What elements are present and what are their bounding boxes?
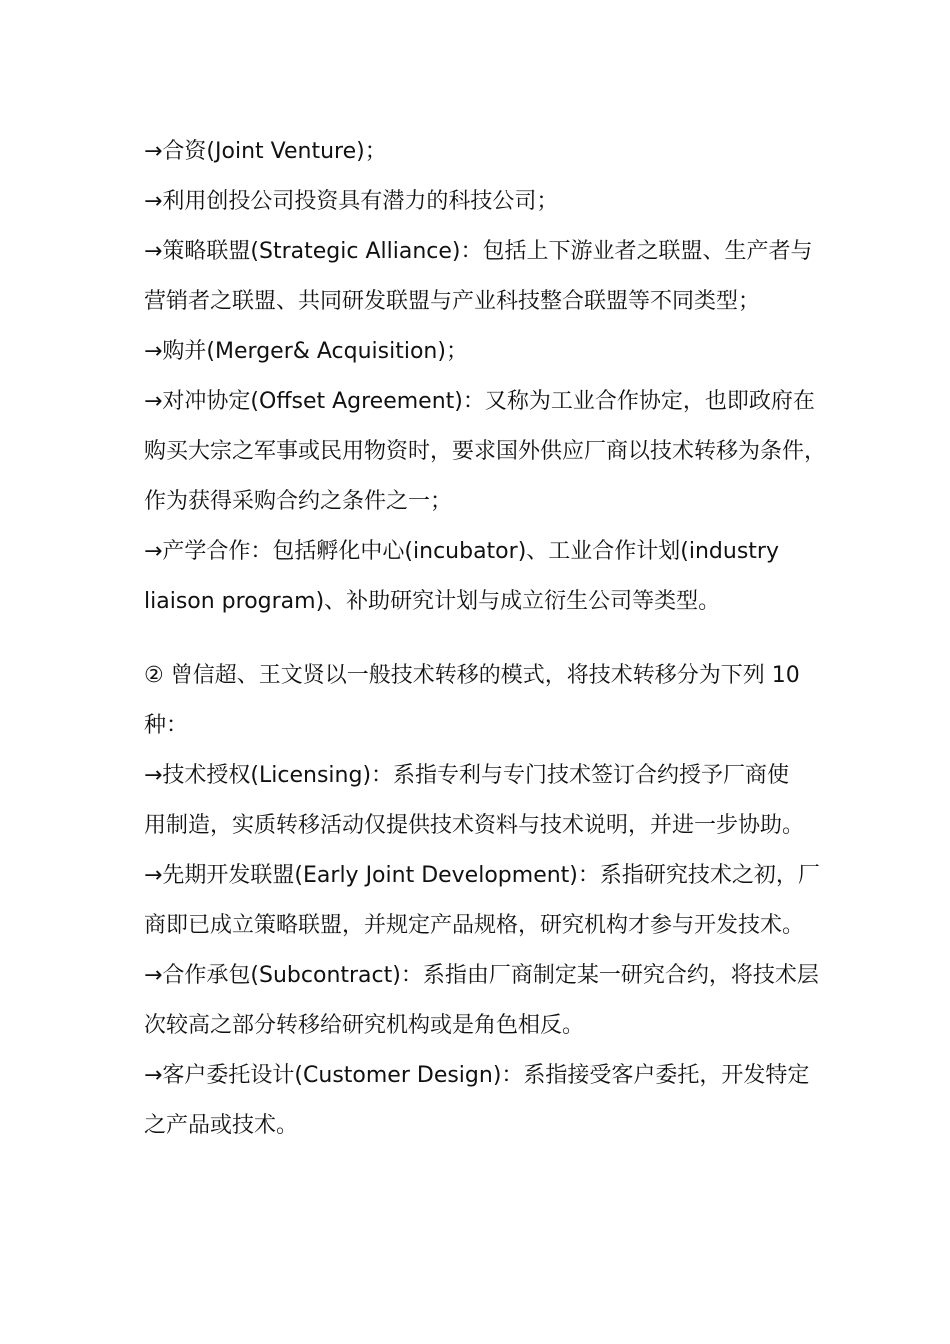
text-line-subcontract: →合作承包(Subcontract)：系指由厂商制定某一研究合约，将技术层: [144, 963, 819, 988]
text-line-offset-agreement-cont-2: 作为获得采购合约之条件之一；: [144, 489, 453, 514]
text-line-strategic-alliance: →策略联盟(Strategic Alliance)：包括上下游业者之联盟、生产者与: [144, 239, 813, 264]
text-line-strategic-alliance-cont: 营销者之联盟、共同研发联盟与产业科技整合联盟等不同类型；: [144, 289, 761, 314]
text-line-industry-academia-cont: liaison program)、补助研究计划与成立衍生公司等类型。: [144, 589, 721, 614]
text-line-offset-agreement-cont-1: 购买大宗之军事或民用物资时，要求国外供应厂商以技术转移为条件，: [144, 439, 827, 464]
text-line-licensing-cont: 用制造，实质转移活动仅提供技术资料与技术说明，并进一步协助。: [144, 813, 805, 838]
text-line-customer-design-cont: 之产品或技术。: [144, 1113, 299, 1138]
text-line-early-joint-development-cont: 商即已成立策略联盟，并规定产品规格，研究机构才参与开发技术。: [144, 913, 805, 938]
text-line-merger: →购并(Merger& Acquisition)；: [144, 339, 468, 364]
text-line-licensing: →技术授权(Licensing)：系指专利与专门技术签订合约授予厂商使: [144, 763, 790, 788]
document-body: [144, 127, 827, 1151]
text-line-venture-capital: →利用创投公司投资具有潜力的科技公司；: [144, 189, 559, 214]
text-line-section-2-intro-cont: 种：: [144, 713, 189, 738]
text-line-section-2-intro: ② 曾信超、王文贤以一般技术转移的模式，将技术转移分为下列 10: [144, 663, 800, 688]
text-line-joint-venture: →合资(Joint Venture)；: [144, 139, 387, 164]
text-line-customer-design: →客户委托设计(Customer Design)：系指接受客户委托，开发特定: [144, 1063, 810, 1088]
text-line-subcontract-cont: 次较高之部分转移给研究机构或是角色相反。: [144, 1013, 585, 1038]
paragraph-gap: [144, 627, 824, 651]
text-line-offset-agreement: →对冲协定(Offset Agreement)：又称为工业合作协定，也即政府在: [144, 389, 815, 414]
text-line-industry-academia: →产学合作：包括孵化中心(incubator)、工业合作计划(industry: [144, 539, 779, 564]
text-line-early-joint-development: →先期开发联盟(Early Joint Development)：系指研究技术之初，厂: [144, 863, 820, 888]
